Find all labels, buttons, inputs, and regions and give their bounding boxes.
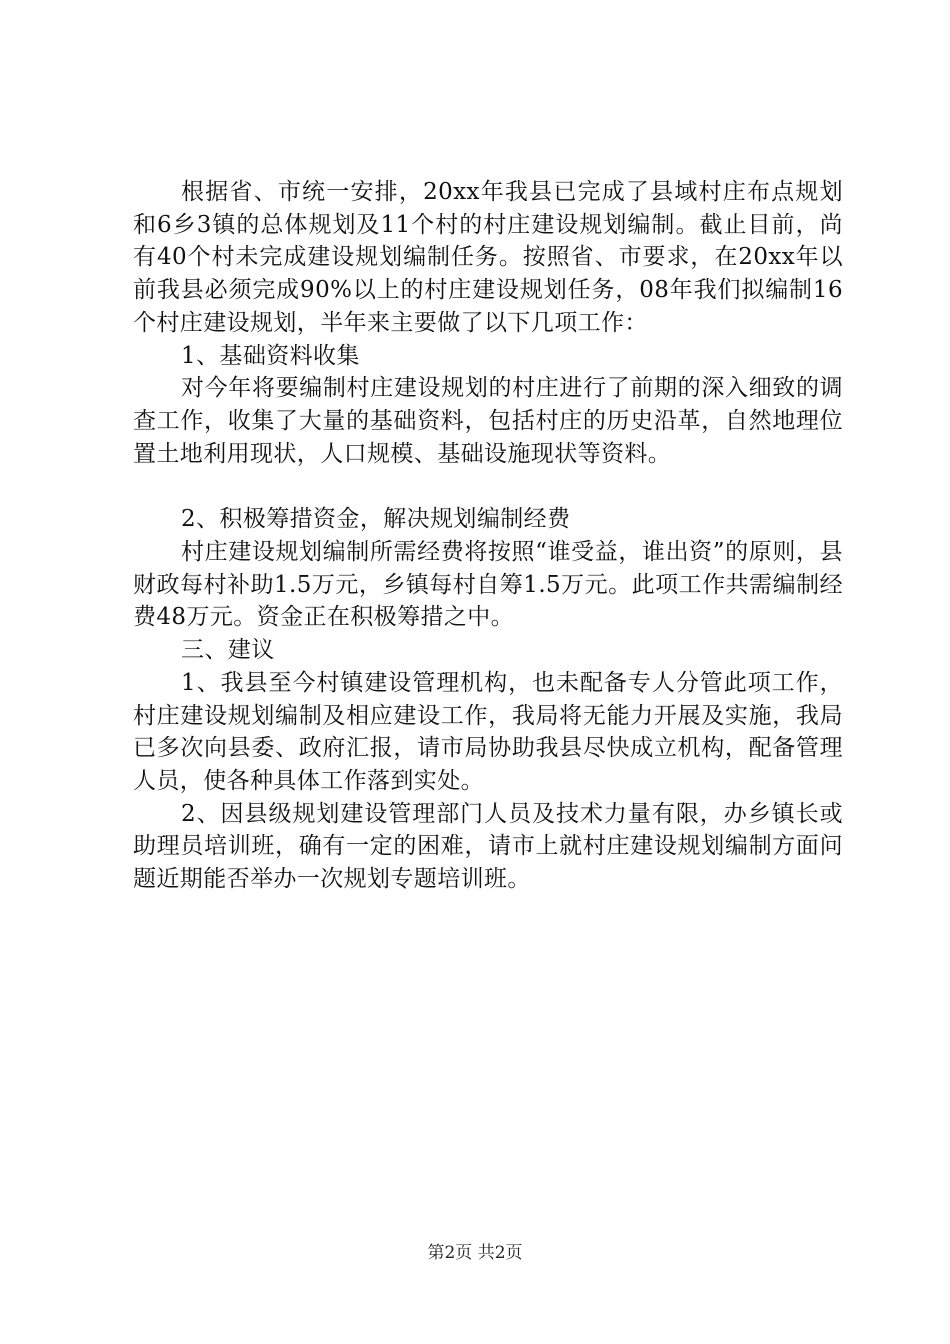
basic-data-paragraph: 对今年将要编制村庄建设规划的村庄进行了前期的深入细致的调查工作，收集了大量的基础资料，包括村庄的历史沿革，自然地理位置土地利用现状，人口规模、基础设施现状等资料。 bbox=[133, 375, 843, 467]
section-heading-suggestions: 三、建议 bbox=[181, 637, 275, 664]
section-heading-basic-data: 1、基础资料收集 bbox=[181, 342, 360, 369]
page-footer: 第2页 共2页 bbox=[427, 1243, 523, 1263]
intro-paragraph: 根据省、市统一安排，20xx年我县已完成了县域村庄布点规划和6乡3镇的总体规划及11个村的村庄建设规划编制。截止目前，尚有40个村未完成建设规划编制任务。按照省、市要求，在20xx年以前我县必须完成90%以上的村庄建设规划任务，08年我们拟编制16个村庄建设规划，半年来主要做了以下几项工作： bbox=[133, 179, 843, 336]
suggestion-paragraph-1: 1、我县至今村镇建设管理机构，也未配备专人分管此项工作，村庄建设规划编制及相应建设工作，我局将无能力开展及实施，我局已多次向县委、政府汇报，请市局协助我县尽快成立机构，配备管理人员，使各种具体工作落到实处。 bbox=[133, 669, 843, 794]
suggestion-paragraph-2: 2、因县级规划建设管理部门人员及技术力量有限，办乡镇长或助理员培训班，确有一定的困难，请市上就村庄建设规划编制方面问题近期能否举办一次规划专题培训班。 bbox=[133, 800, 843, 893]
section-heading-funding: 2、积极筹措资金，解决规划编制经费 bbox=[181, 506, 571, 533]
funding-paragraph: 村庄建设规划编制所需经费将按照“谁受益，谁出资”的原则，县财政每村补助1.5万元，乡镇每村自筹1.5万元。此项工作共需编制经费48万元。资金正在积极筹措之中。 bbox=[133, 539, 843, 631]
document-body bbox=[133, 176, 843, 896]
